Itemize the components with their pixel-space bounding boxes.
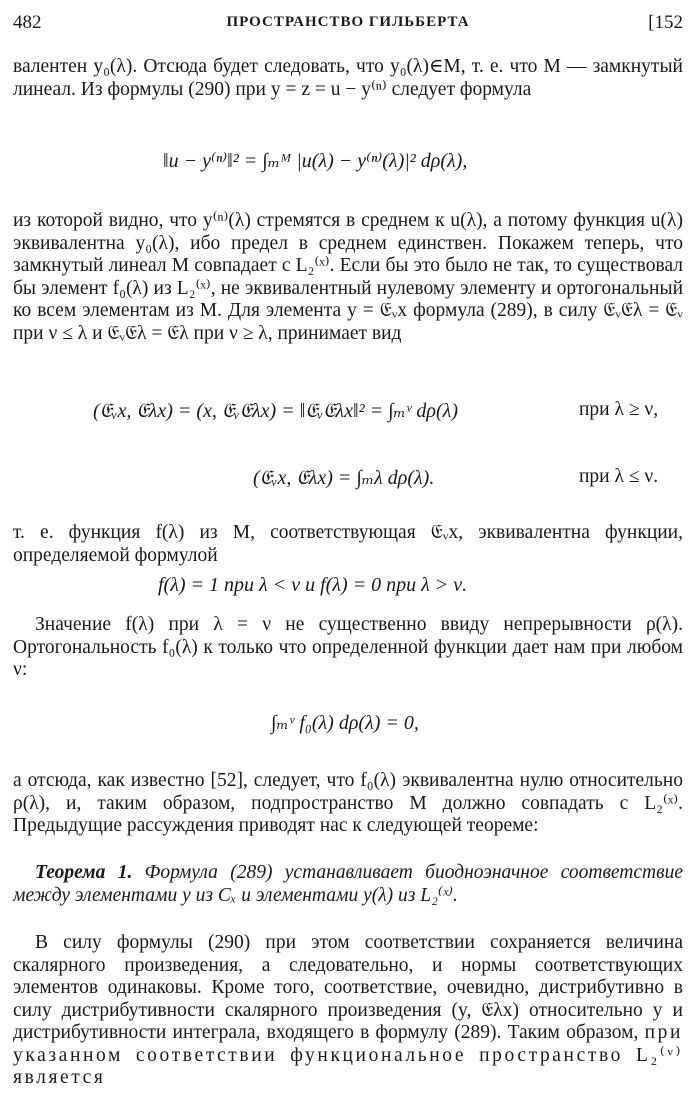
- paragraph-6-text: В силу формулы (290) при этом соответствии сохраняется величина скалярного произведения, а следовательно, и нормы соответствующих элементов одинаковы. Кроме того, соответствие, очевидно, дистрибутивно в силу дистрибутивности скалярного произведения (y, 𝔈λx) относительно y и дистрибутивности интеграла, входящего в формулу (289). Таким образом,: [13, 932, 683, 1043]
- equation-scalar-product-1: (𝔈ᵥx, 𝔈λx) = (x, 𝔈ᵥ𝔈λx) = ‖𝔈ᵥ𝔈λx‖² = ∫ₘᵛ dρ(λ): [93, 400, 458, 422]
- paragraph-3: т. е. функция f(λ) из M, соответствующая 𝔈ᵥx, эквивалентна функции, определяемой формулой: [13, 522, 683, 566]
- paragraph-6: [13, 932, 683, 1090]
- section-number: [152: [648, 12, 683, 33]
- equation-orthogonality: ∫ₘᵛ f₀(λ) dρ(λ) = 0,: [271, 712, 419, 734]
- paragraph-4: Значение f(λ) при λ = ν не существенно ввиду непрерывности ρ(λ). Ортогональность f₀(λ) к только что определенной функции дает нам при любом ν:: [13, 614, 683, 680]
- paragraph-6-spaced-text: при указанном соответствии функциональное пространство L₂⁽ᵛ⁾ является: [13, 1022, 684, 1088]
- theorem-label: Теорема 1.: [35, 862, 133, 883]
- equation-norm-integral: ‖u − y⁽ⁿ⁾‖² = ∫ₘᴹ |u(λ) − y⁽ⁿ⁾(λ)|² dρ(λ),: [163, 150, 468, 172]
- running-title: ПРОСТРАНСТВО ГИЛЬБЕРТА: [226, 14, 470, 30]
- book-page: [13, 0, 683, 1100]
- paragraph-1: валентен y₀(λ). Отсюда будет следовать, что y₀(λ)∈M, т. е. что M — замкнутый линеал. Из формулы (290) при y = z = u − y⁽ⁿ⁾ следует формула: [13, 56, 683, 100]
- condition-2: при λ ≤ ν.: [579, 466, 659, 487]
- page-number: 482: [13, 12, 42, 33]
- equation-scalar-product-2: (𝔈ᵥx, 𝔈λx) = ∫ₘλ dρ(λ).: [253, 467, 435, 489]
- paragraph-5: а отсюда, как известно [52], следует, что f₀(λ) эквивалентна нулю относительно ρ(λ), и, таким образом, подпространство M должно совпадать с L₂⁽ˣ⁾. Предыдущие рассуждения приводят нас к следующей теореме:: [13, 770, 683, 836]
- condition-1: при λ ≥ ν,: [579, 399, 659, 420]
- page-header: [13, 12, 683, 38]
- theorem-text: Формула (289) устанавливает биодноэначное соответствие между элементами y из Cₓ и элементами y(λ) из L₂⁽ˣ⁾.: [13, 862, 683, 906]
- equation-step-function: f(λ) = 1 при λ < ν и f(λ) = 0 при λ > ν.: [158, 574, 468, 596]
- theorem-1: [13, 862, 683, 907]
- paragraph-2: из которой видно, что y⁽ⁿ⁾(λ) стремятся в среднем к u(λ), а потому функция u(λ) эквивалентна y₀(λ), ибо предел в среднем единствен. Покажем теперь, что замкнутый линеал M совпадает с L₂⁽ˣ⁾. Если бы это было не так, то существовал бы элемент f₀(λ) из L₂⁽ˣ⁾, не эквивалентный нулевому элементу и ортогональный ко всем элементам из M. Для элемента y = 𝔈ᵥx формула (289), в силу 𝔈ᵥ𝔈λ = 𝔈ᵥ при ν ≤ λ и 𝔈ᵥ𝔈λ = 𝔈λ при ν ≥ λ, принимает вид: [13, 210, 683, 344]
